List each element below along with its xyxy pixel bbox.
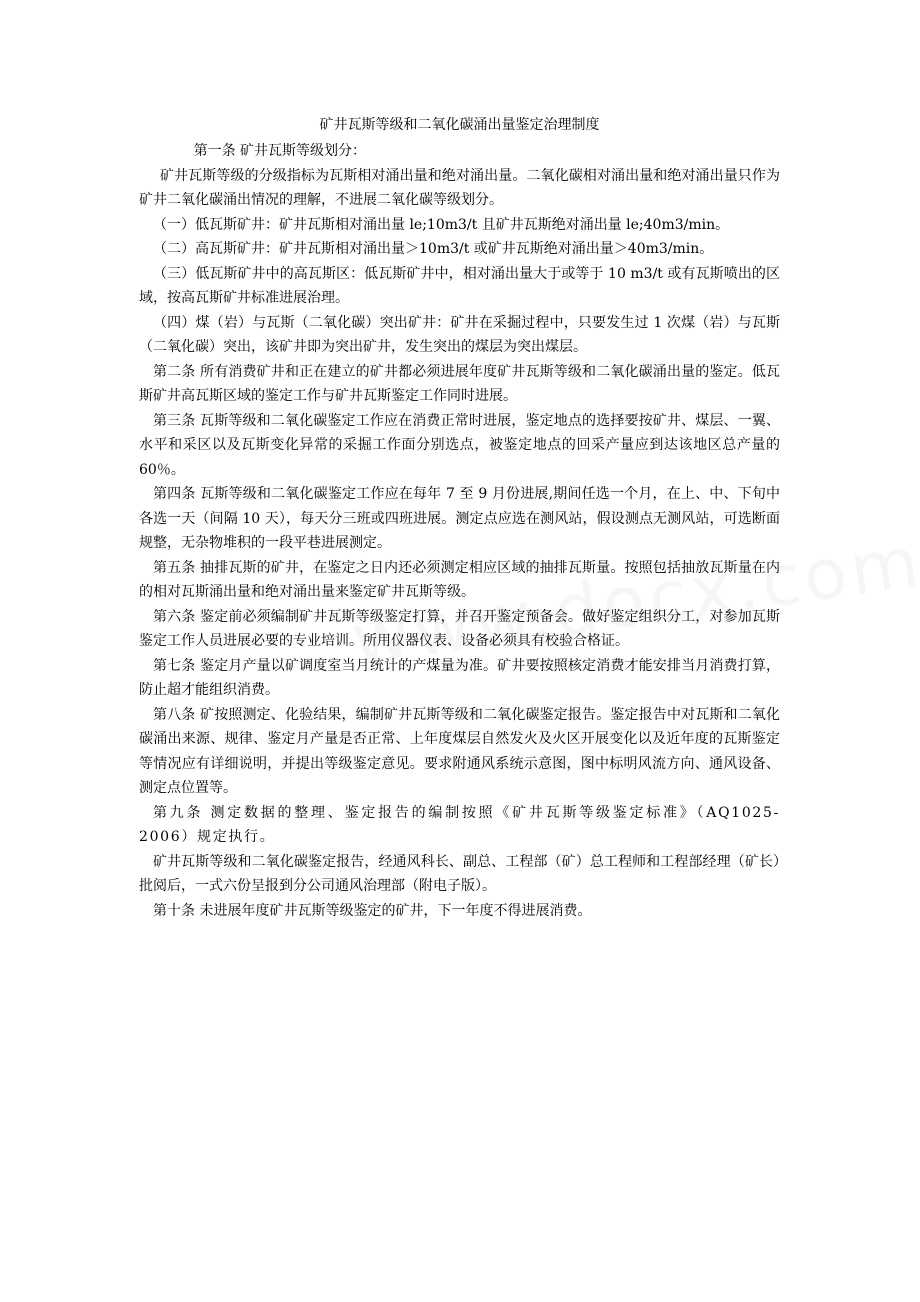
article-2: 第二条 所有消费矿井和正在建立的矿井都必须进展年度矿井瓦斯等级和二氧化碳涌出量的鉴定。低瓦斯矿井高瓦斯区域的鉴定工作与矿井瓦斯鉴定工作同时进展。: [139, 363, 780, 404]
paragraph-high-gas-mine: （二）高瓦斯矿井：矿井瓦斯相对涌出量＞10m3/t 或矿井瓦斯绝对涌出量＞40m3/min。: [153, 241, 714, 257]
article-5: 第五条 抽排瓦斯的矿井，在鉴定之日内还必须测定相应区域的抽排瓦斯量。按照包括抽放瓦斯量在内的相对瓦斯涌出量和绝对涌出量来鉴定矿井瓦斯等级。: [139, 559, 780, 600]
article-10: 第十条 未进展年度矿井瓦斯等级鉴定的矿井，下一年度不得进展消费。: [153, 902, 592, 919]
article-4: 第四条 瓦斯等级和二氧化碳鉴定工作应在每年 7 至 9 月份进展,期间任选一个月，在上、中、下旬中各选一天（间隔 10 天），每天分三班或四班进展。测定点应选在测风站，假设测点无测风站，可选断面规整，无杂物堆积的一段平巷进展测定。: [139, 486, 780, 551]
paragraph-classification-criteria: 矿井瓦斯等级的分级指标为瓦斯相对涌出量和绝对涌出量。二氧化碳相对涌出量和绝对涌出量只作为矿井二氧化碳涌出情况的理解，不进展二氧化碳等级划分。: [139, 167, 780, 208]
article-9: 第九条 测定数据的整理、鉴定报告的编制按照《矿井瓦斯等级鉴定标准》（AQ1025-2006）规定执行。: [139, 804, 780, 845]
article-7: 第七条 鉴定月产量以矿调度室当月统计的产煤量为准。矿井要按照核定消费才能安排当月消费打算，防止超才能组织消费。: [139, 657, 780, 698]
paragraph-outburst-mine: （四）煤（岩）与瓦斯（二氧化碳）突出矿井：矿井在采掘过程中，只要发生过 1 次煤（岩）与瓦斯（二氧化碳）突出，该矿井即为突出矿井，发生突出的煤层为突出煤层。: [139, 314, 780, 355]
article-6: 第六条 鉴定前必须编制矿井瓦斯等级鉴定打算，并召开鉴定预备会。做好鉴定组织分工，对参加瓦斯鉴定工作人员进展必要的专业培训。所用仪器仪表、设备必须具有校验合格证。: [139, 608, 780, 649]
document-title: 矿井瓦斯等级和二氧化碳涌出量鉴定治理制度: [319, 117, 600, 133]
article-8: 第八条 矿按照测定、化验结果，编制矿井瓦斯等级和二氧化碳鉴定报告。鉴定报告中对瓦斯和二氧化碳涌出来源、规律、鉴定月产量是否正常、上年度煤层自然发火及火区开展变化以及近年度的瓦斯鉴定等情况应有详细说明，并提出等级鉴定意见。要求附通风系统示意图，图中标明风流方向、通风设备、测定点位置等。: [139, 706, 780, 796]
paragraph-low-gas-mine: （一）低瓦斯矿井：矿井瓦斯相对涌出量 le;10m3/t 且矿井瓦斯绝对涌出量 le;40m3/min。: [153, 216, 730, 233]
article-3: 第三条 瓦斯等级和二氧化碳鉴定工作应在消费正常时进展，鉴定地点的选择要按矿井、煤层、一翼、水平和采区以及瓦斯变化异常的采掘工作面分别选点，被鉴定地点的回采产量应到达该地区总产量的 60％。: [139, 412, 780, 478]
document-page: [139, 113, 780, 923]
paragraph-high-gas-zone: （三）低瓦斯矿井中的高瓦斯区：低瓦斯矿井中，相对涌出量大于或等于 10 m3/t 或有瓦斯喷出的区域，按高瓦斯矿井标准进展治理。: [139, 265, 780, 306]
article-1-heading: 第一条 矿井瓦斯等级划分：: [193, 143, 367, 159]
paragraph-report-submission: 矿井瓦斯等级和二氧化碳鉴定报告，经通风科长、副总、工程部（矿）总工程师和工程部经理（矿长）批阅后，一式六份呈报到分公司通风治理部（附电子版）。: [139, 853, 780, 894]
